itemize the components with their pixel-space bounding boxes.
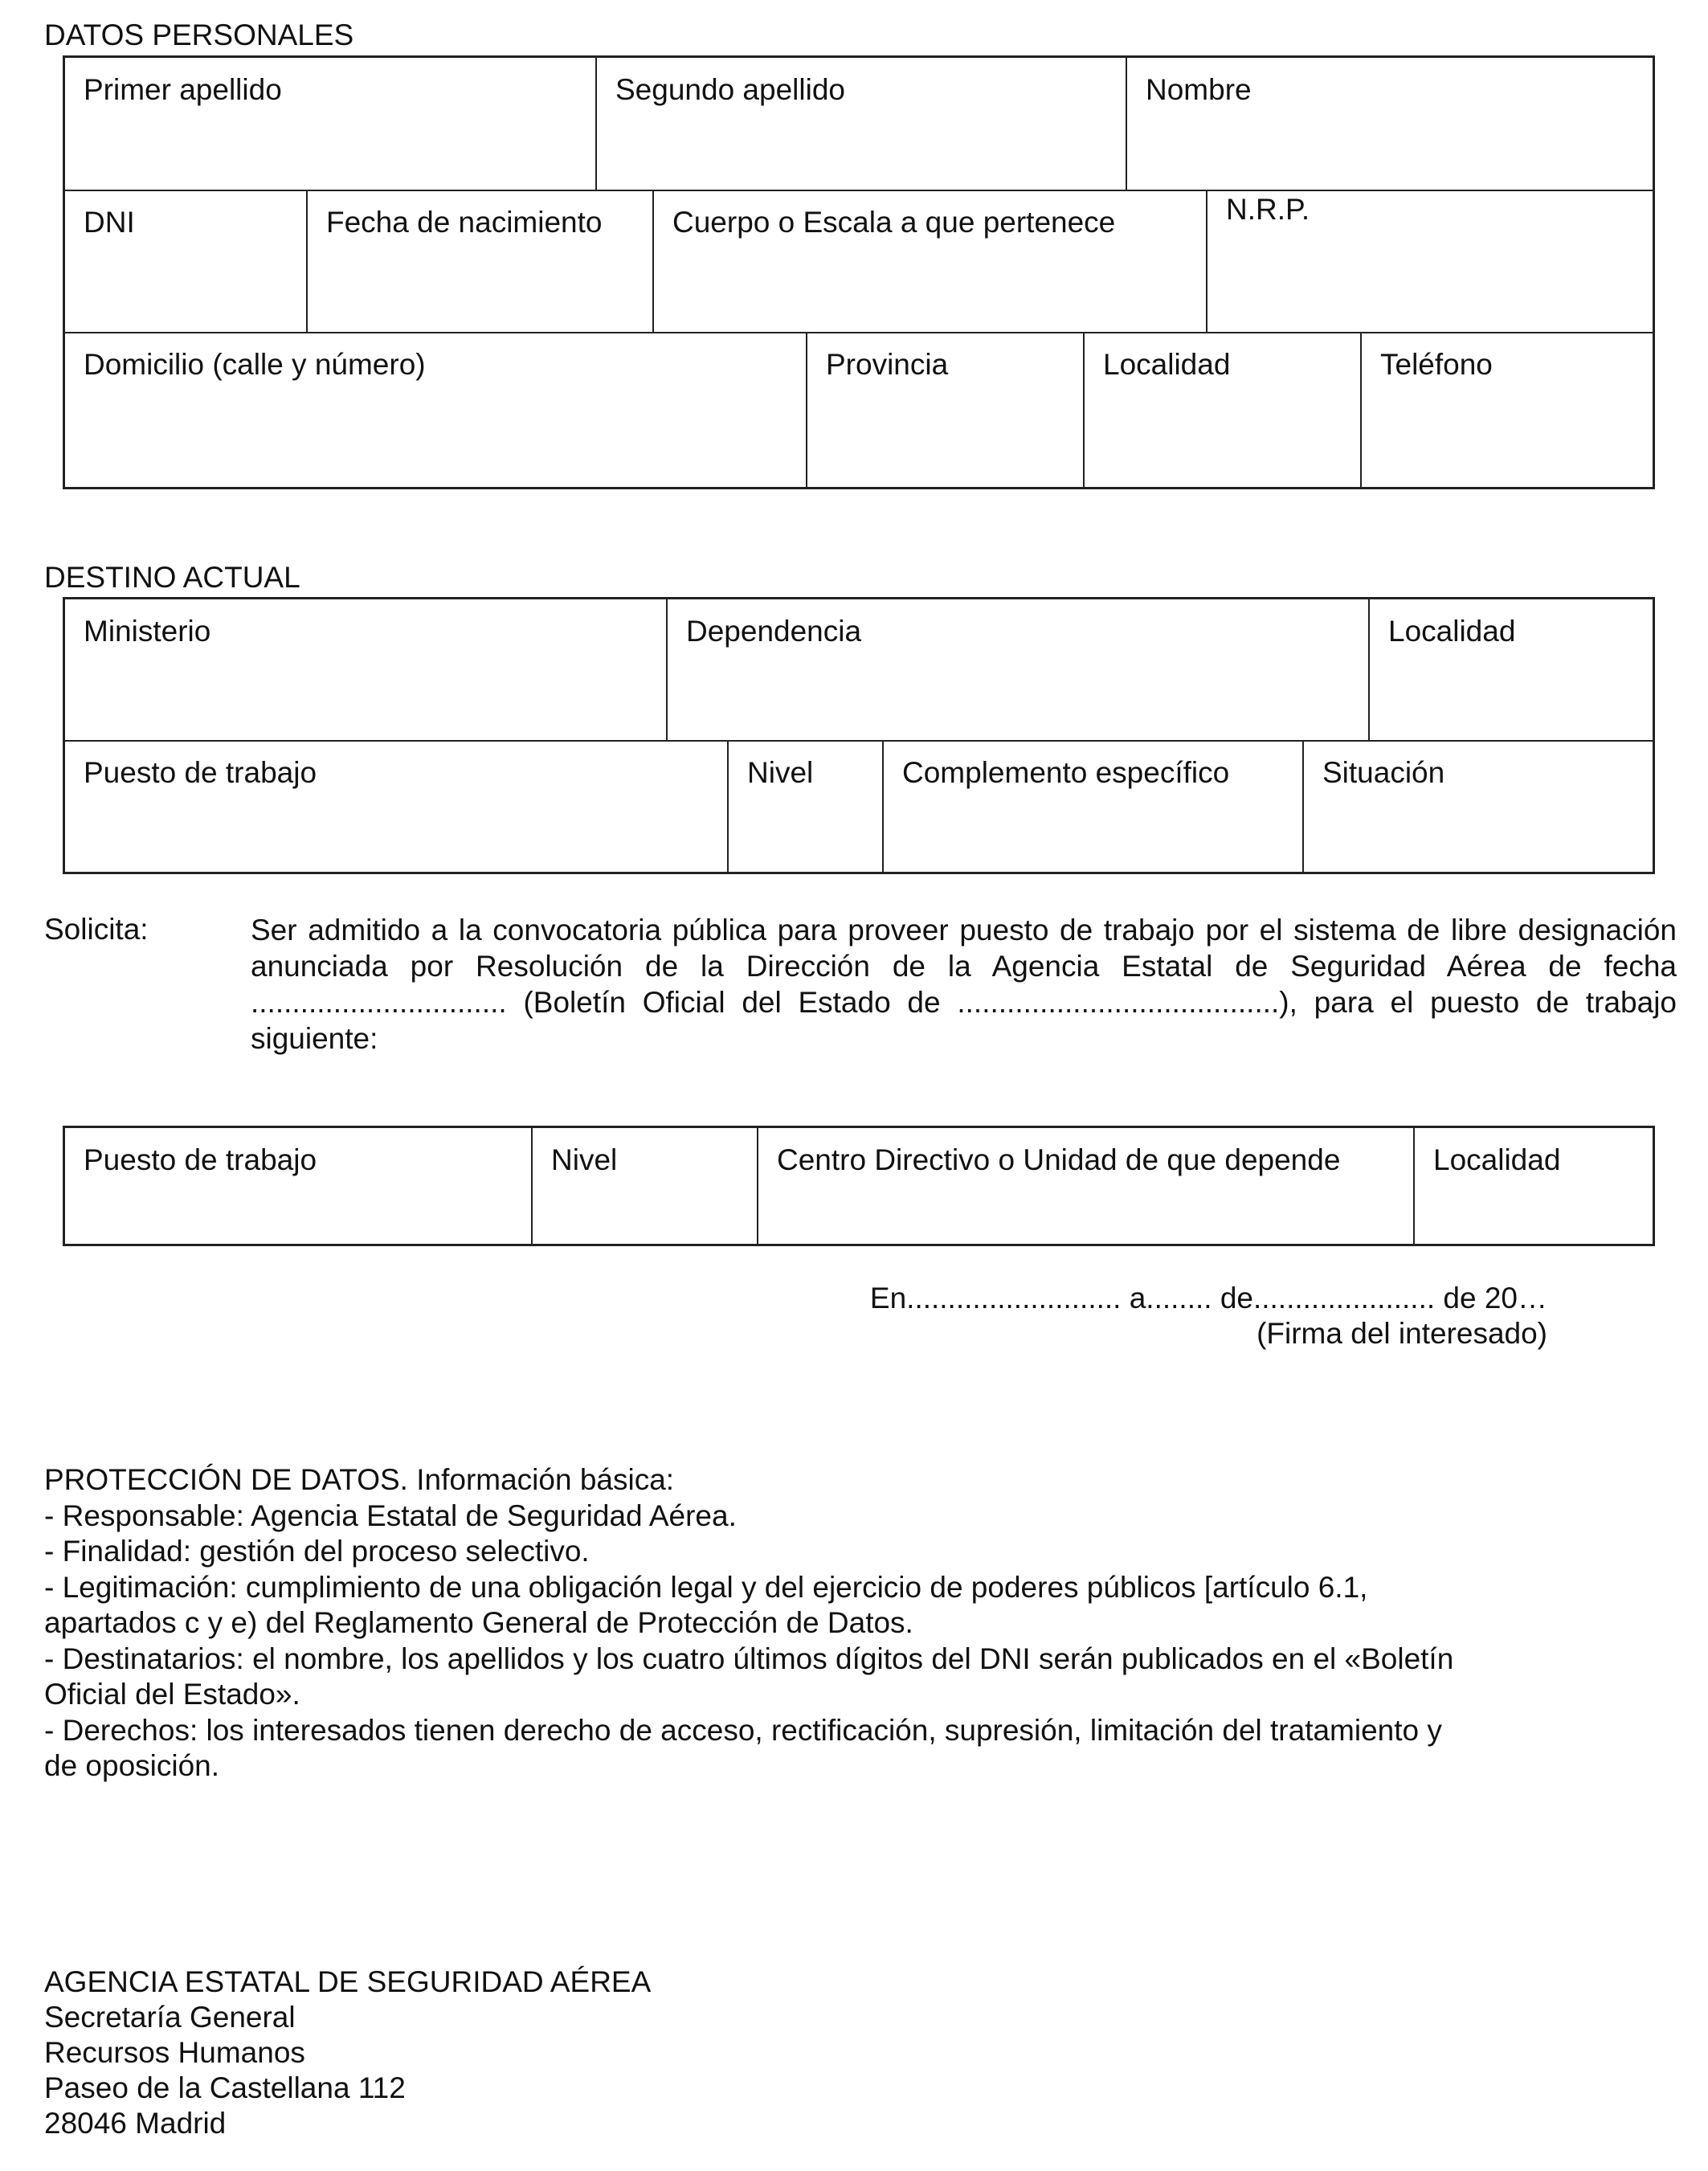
personal-data-table — [63, 55, 1655, 489]
field-label: N.R.P. — [1226, 193, 1310, 226]
field-puesto-trabajo-solicitado[interactable] — [65, 1128, 533, 1244]
field-label: Domicilio (calle y número) — [84, 348, 426, 381]
field-puesto-trabajo-actual[interactable] — [65, 741, 729, 872]
destino-row-2 — [65, 741, 1653, 872]
address-line: Recursos Humanos — [44, 2036, 305, 2069]
field-localidad[interactable] — [1085, 333, 1362, 487]
protection-line: - Legitimación: cumplimiento de una obligación legal y del ejercicio de poderes públicos [artículo 6.1, — [44, 1570, 1368, 1604]
destino-row-1 — [65, 599, 1653, 741]
address-line: Paseo de la Castellana 112 — [44, 2071, 406, 2104]
field-localidad-solicitada[interactable] — [1415, 1128, 1653, 1244]
section-heading-datos-personales: DATOS PERSONALES — [44, 18, 354, 51]
field-label: Localidad — [1388, 615, 1516, 648]
field-dni[interactable] — [65, 190, 308, 333]
field-domicilio[interactable] — [65, 333, 807, 487]
protection-line: Oficial del Estado». — [44, 1678, 300, 1711]
field-label: Localidad — [1433, 1143, 1561, 1176]
field-cuerpo-escala[interactable] — [654, 190, 1207, 333]
field-label: Nombre — [1146, 73, 1252, 106]
protection-line: PROTECCIÓN DE DATOS. Información básica: — [44, 1463, 675, 1496]
field-label: Puesto de trabajo — [84, 1143, 317, 1176]
destino-actual-table — [63, 597, 1655, 874]
personal-row-1 — [65, 58, 1653, 190]
protection-line: - Responsable: Agencia Estatal de Seguridad Aérea. — [44, 1498, 737, 1532]
field-primer-apellido[interactable] — [65, 58, 597, 190]
field-situacion[interactable] — [1304, 741, 1653, 872]
field-label: Dependencia — [686, 615, 862, 648]
field-label: Nivel — [551, 1143, 618, 1176]
field-telefono[interactable] — [1362, 333, 1653, 487]
protection-line: - Derechos: los interesados tienen derecho de acceso, rectificación, supresión, limitación del tratamiento y — [44, 1713, 1442, 1747]
signature-block — [803, 1281, 1547, 1351]
field-nombre[interactable] — [1127, 58, 1653, 190]
field-label: Provincia — [826, 348, 949, 381]
protection-line: - Finalidad: gestión del proceso selectivo. — [44, 1535, 590, 1568]
field-localidad-destino[interactable] — [1370, 599, 1653, 741]
recipient-address — [44, 1965, 651, 2141]
data-protection-notice — [44, 1462, 1571, 1785]
protection-line: - Destinatarios: el nombre, los apellidos y los cuatro últimos dígitos del DNI serán publicados en el «Boletín — [44, 1642, 1454, 1675]
field-label: DNI — [84, 206, 135, 239]
field-label: Situación — [1322, 756, 1445, 789]
field-complemento-especifico[interactable] — [884, 741, 1304, 872]
protection-line: de oposición. — [44, 1749, 220, 1782]
field-ministerio[interactable] — [65, 599, 668, 741]
address-line: 28046 Madrid — [44, 2107, 227, 2140]
solicita-text: Ser admitido a la convocatoria pública para proveer puesto de trabajo por el sistema de libre designación anunciada por Resolución de la Dirección de la Agencia Estatal de Seguridad Aérea de fecha ............................... (Boletín Oficial del Estado de .......................................), para el puesto de trabajo siguiente: — [251, 914, 1677, 1055]
field-label: Cuerpo o Escala a que pertenece — [672, 206, 1116, 239]
field-label: Ministerio — [84, 615, 211, 648]
signature-date-line[interactable]: En.......................... a........ de...................... de 20… — [869, 1282, 1547, 1314]
solicita-label: Solicita: — [44, 913, 149, 946]
field-provincia[interactable] — [807, 333, 1085, 487]
personal-row-2 — [65, 190, 1653, 333]
field-label: Complemento específico — [902, 756, 1230, 789]
field-label: Localidad — [1103, 348, 1231, 381]
field-label: Nivel — [747, 756, 814, 789]
field-dependencia[interactable] — [668, 599, 1370, 741]
protection-line: apartados c y e) del Reglamento General de Protección de Datos. — [44, 1606, 913, 1639]
field-label: Centro Directivo o Unidad de que depende — [777, 1143, 1341, 1176]
field-segundo-apellido[interactable] — [597, 58, 1127, 190]
field-label: Puesto de trabajo — [84, 756, 317, 789]
field-nivel-actual[interactable] — [729, 741, 884, 872]
signature-caption: (Firma del interesado) — [1256, 1317, 1547, 1350]
field-nrp[interactable] — [1207, 190, 1653, 333]
field-nivel-solicitado[interactable] — [533, 1128, 758, 1244]
section-heading-destino-actual: DESTINO ACTUAL — [44, 561, 300, 594]
field-label: Segundo apellido — [615, 73, 845, 106]
field-label: Primer apellido — [84, 73, 282, 106]
address-line: AGENCIA ESTATAL DE SEGURIDAD AÉREA — [44, 1965, 652, 1998]
field-label: Fecha de nacimiento — [326, 206, 603, 239]
requested-position-table — [63, 1126, 1655, 1246]
field-centro-directivo[interactable] — [758, 1128, 1415, 1244]
address-line: Secretaría General — [44, 2001, 296, 2034]
personal-row-3 — [65, 333, 1653, 487]
field-fecha-nacimiento[interactable] — [308, 190, 654, 333]
position-row — [65, 1128, 1653, 1244]
field-label: Teléfono — [1380, 348, 1493, 381]
